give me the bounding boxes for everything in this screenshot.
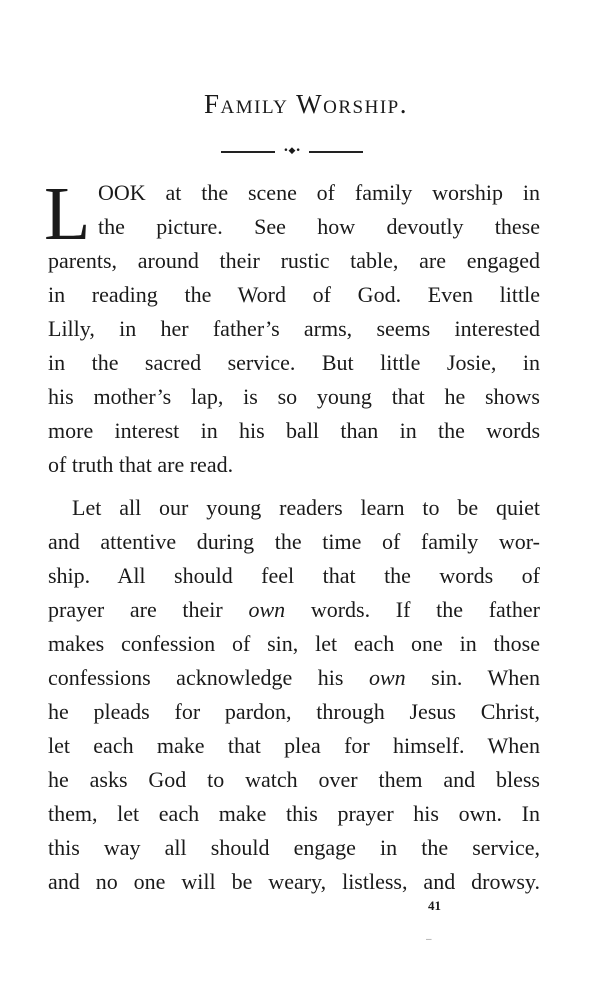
paragraph-2-line [48,661,540,695]
paragraph-1 [48,176,540,482]
ornament-rule-right [309,151,363,153]
paragraph-2-line: and no one will be weary, listless, and drowsy. [48,869,540,894]
page-title: Family Worship. [204,89,408,119]
paragraph-1-line: his mother’s lap, is so young that he shows [48,384,540,409]
drop-cap: L [44,172,91,256]
paragraph-1-line: of truth that are read. [48,452,234,477]
line-text: confessions acknowledge his [48,665,369,690]
ornament-rule-left [221,151,275,153]
paragraph-1-line: parents, around their rustic table, are engaged [48,248,540,273]
paragraph-2-line: Let all our young readers learn to be quiet [72,495,540,520]
paragraph-1-line: more interest in his ball than in the words [48,418,540,443]
line-text: sin. When [405,665,540,690]
paragraph-1-line: OOK at the scene of family worship in [98,180,540,205]
footer-mark: – [426,934,432,945]
paragraph-1-line: the picture. See how devoutly these [98,214,540,239]
paragraph-2-line [48,593,540,627]
ornament-dots: •◆• [283,146,301,156]
paragraph-2-line: he pleads for pardon, through Jesus Christ, [48,699,540,724]
paragraph-1-line: in reading the Word of God. Even little [48,282,540,307]
emphasis-text: own [248,597,286,622]
line-text: words. If the father [285,597,540,622]
paragraph-2-line: let each make that plea for himself. When [48,733,540,758]
paragraph-2-line: this way all should engage in the service, [48,835,540,860]
paragraph-1-line: Lilly, in her father’s arms, seems interested [48,316,540,341]
paragraph-2-line: ship. All should feel that the words of [48,563,540,588]
emphasis-text: own [368,665,406,690]
paragraph-2-line: and attentive during the time of family wor- [48,529,540,554]
title-ornament [221,146,363,158]
paragraph-2 [48,491,540,899]
paragraph-2-line: them, let each make this prayer his own. In [48,801,540,826]
paragraph-2-line: makes confession of sin, let each one in those [48,631,540,656]
line-text: prayer are their [48,597,249,622]
paragraph-1-line: in the sacred service. But little Josie, in [48,350,540,375]
paragraph-2-line: he asks God to watch over them and bless [48,767,540,792]
page-number: 41 [428,898,441,913]
